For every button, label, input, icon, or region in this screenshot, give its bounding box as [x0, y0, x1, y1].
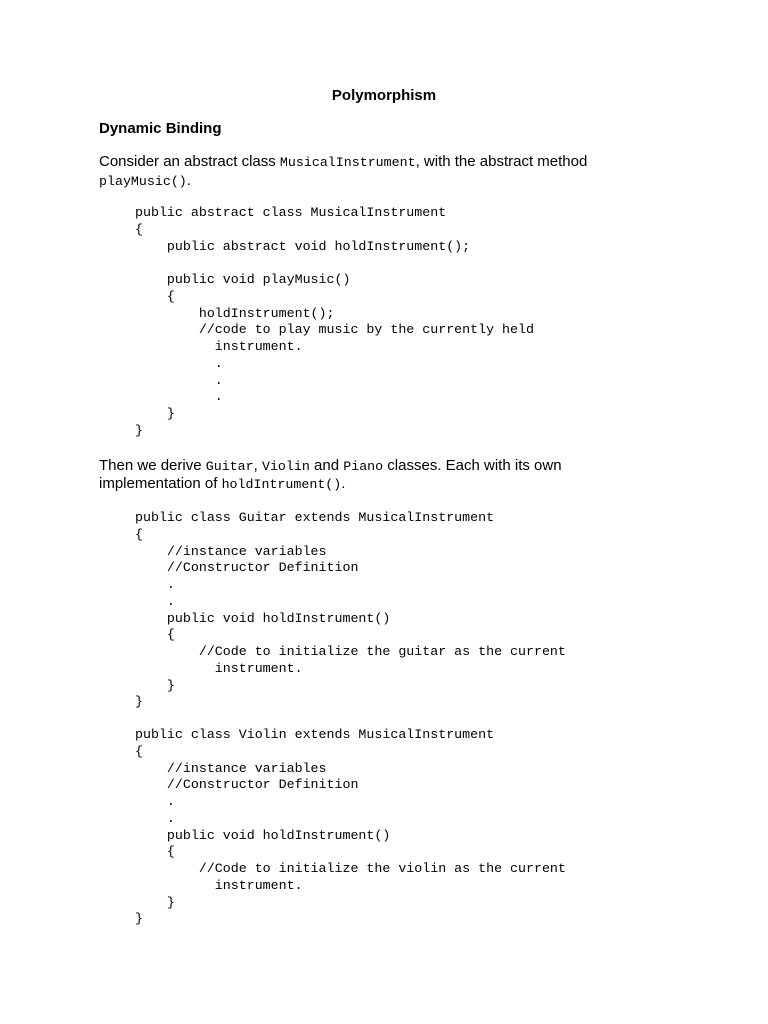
derive-sep-1: ,	[253, 457, 262, 474]
code-block-violin: public class Violin extends MusicalInstrument { //instance variables //Constructor Definition . . public void holdInstrument() { //Code to initialize the violin as the current instrument. } }	[135, 727, 566, 927]
intro-method-name: playMusic()	[99, 174, 187, 189]
code-block-musical-instrument: public abstract class MusicalInstrument { public abstract void holdInstrument(); public void playMusic() { holdInstrument(); //code to play music by the currently held instrument. . . . } }	[135, 205, 534, 438]
derive-text-before: Then we derive	[99, 457, 206, 474]
page-title: Polymorphism	[331, 87, 437, 104]
intro-text-before: Consider an abstract class	[99, 153, 280, 170]
derive-class-guitar: Guitar	[205, 459, 254, 474]
derive-paragraph-line-2	[99, 474, 345, 494]
intro-paragraph-line-1	[99, 152, 587, 172]
code-block-guitar: public class Guitar extends MusicalInstrument { //instance variables //Constructor Definition . . public void holdInstrument() { //Code to initialize the guitar as the current instrument. } }	[135, 510, 566, 710]
derive-line2-end: .	[341, 475, 346, 492]
derive-method-name: holdIntrument()	[221, 477, 342, 492]
intro-text-middle: , with the abstract method	[415, 153, 588, 170]
derive-class-violin: Violin	[261, 459, 310, 474]
intro-class-name: MusicalInstrument	[279, 155, 416, 170]
derive-text-middle: classes. Each with its own	[383, 457, 562, 474]
derive-paragraph-line-1	[99, 456, 562, 476]
section-heading: Dynamic Binding	[99, 120, 222, 137]
derive-class-piano: Piano	[343, 459, 384, 474]
derive-line2-text: implementation of	[99, 475, 222, 492]
intro-paragraph-line-2	[99, 171, 191, 191]
derive-sep-2: and	[309, 457, 344, 474]
intro-text-after: .	[186, 172, 191, 189]
